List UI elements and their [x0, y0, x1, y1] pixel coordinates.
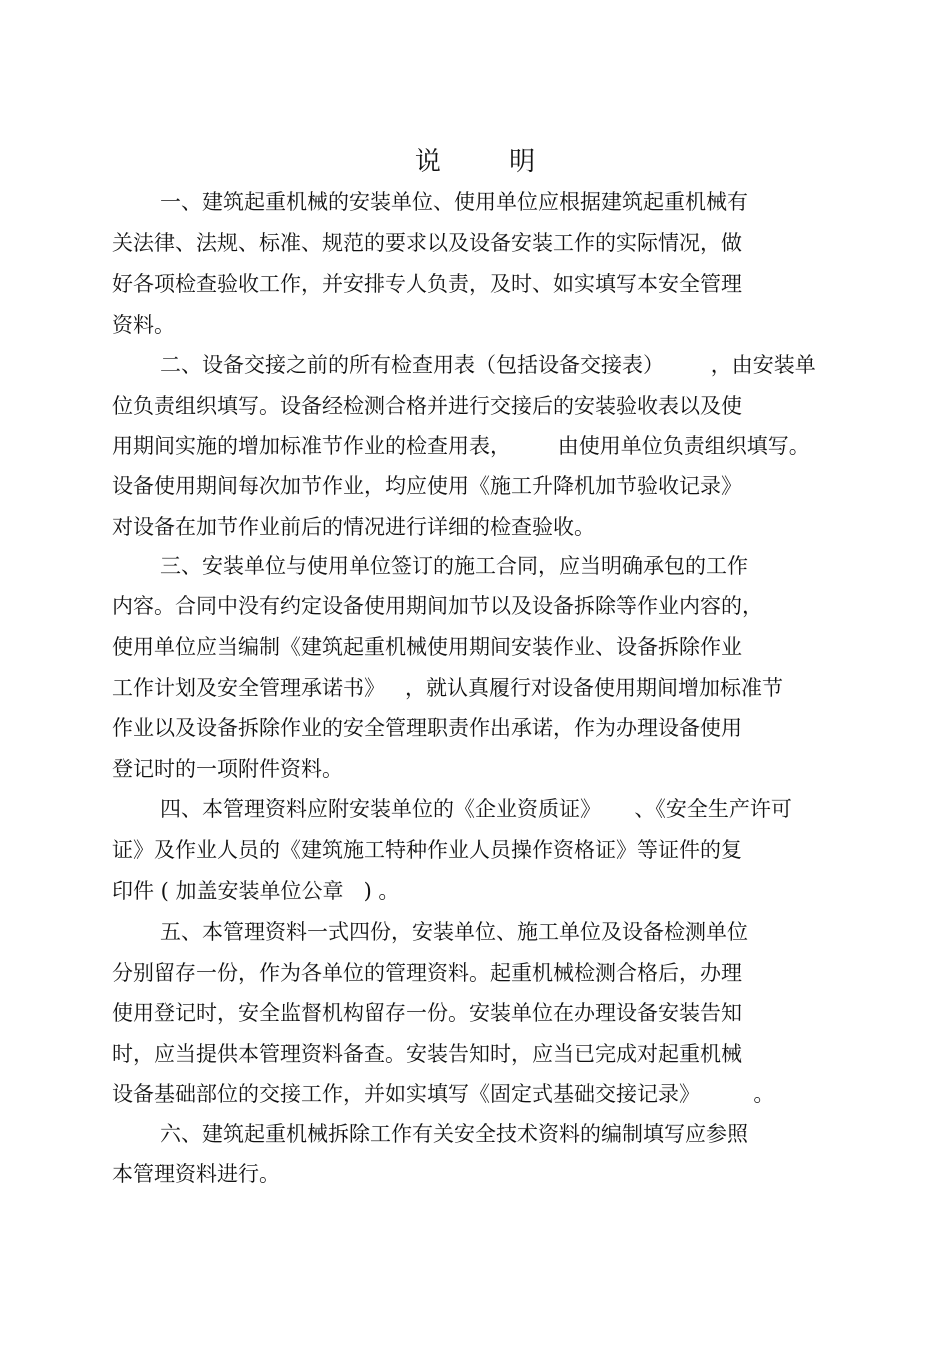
text-line: 资料。 — [112, 313, 175, 337]
text-line: 五、本管理资料一式四份，安装单位、施工单位及设备检测单位 — [160, 920, 748, 944]
text-line: 用期间实施的增加标准节作业的检查用表， 由使用单位负责组织填写。 — [112, 434, 810, 458]
text-line: 时，应当提供本管理资料备查。安装告知时，应当已完成对起重机械 — [112, 1042, 742, 1066]
text-line: 三、安装单位与使用单位签订的施工合同，应当明确承包的工作 — [160, 554, 748, 578]
text-line: 位负责组织填写。设备经检测合格并进行交接后的安装验收表以及使 — [112, 394, 742, 418]
text-line: 作业以及设备拆除作业的安全管理职责作出承诺，作为办理设备使用 — [112, 716, 742, 740]
text-line: 一、建筑起重机械的安装单位、使用单位应根据建筑起重机械有 — [160, 190, 748, 214]
text-line: 二、设备交接之前的所有检查用表（包括设备交接表） ，由安装单 — [160, 353, 816, 377]
text-line: 设备使用期间每次加节作业，均应使用《施工升降机加节验收记录》 — [112, 474, 742, 498]
text-line: 好各项检查验收工作，并安排专人负责，及时、如实填写本安全管理 — [112, 272, 742, 296]
text-line: 对设备在加节作业前后的情况进行详细的检查验收。 — [112, 515, 595, 539]
page-title: 说 明 — [414, 147, 566, 177]
text-line: 证》及作业人员的《建筑施工特种作业人员操作资格证》等证件的复 — [112, 838, 742, 862]
text-line: 六、建筑起重机械拆除工作有关安全技术资料的编制填写应参照 — [160, 1122, 748, 1146]
text-line: 分别留存一份，作为各单位的管理资料。起重机械检测合格后，办理 — [112, 961, 742, 985]
text-line: 关法律、法规、标准、规范的要求以及设备安装工作的实际情况，做 — [112, 231, 742, 255]
text-line: 使用单位应当编制《建筑起重机械使用期间安装作业、设备拆除作业 — [112, 635, 742, 659]
text-line: 工作计划及安全管理承诺书》 ，就认真履行对设备使用期间增加标准节 — [112, 676, 784, 700]
text-line: 本管理资料进行。 — [112, 1162, 280, 1186]
text-line: 设备基础部位的交接工作，并如实填写《固定式基础交接记录》 。 — [112, 1082, 775, 1106]
text-line: 内容。合同中没有约定设备使用期间加节以及设备拆除等作业内容的， — [112, 594, 763, 618]
text-line: 使用登记时，安全监督机构留存一份。安装单位在办理设备安装告知 — [112, 1001, 742, 1025]
text-line: 登记时的一项附件资料。 — [112, 757, 343, 781]
text-line: 印件 ( 加盖安装单位公章 ) 。 — [112, 879, 400, 903]
text-line: 四、本管理资料应附安装单位的《企业资质证》 、《安全生产许可 — [160, 797, 792, 821]
